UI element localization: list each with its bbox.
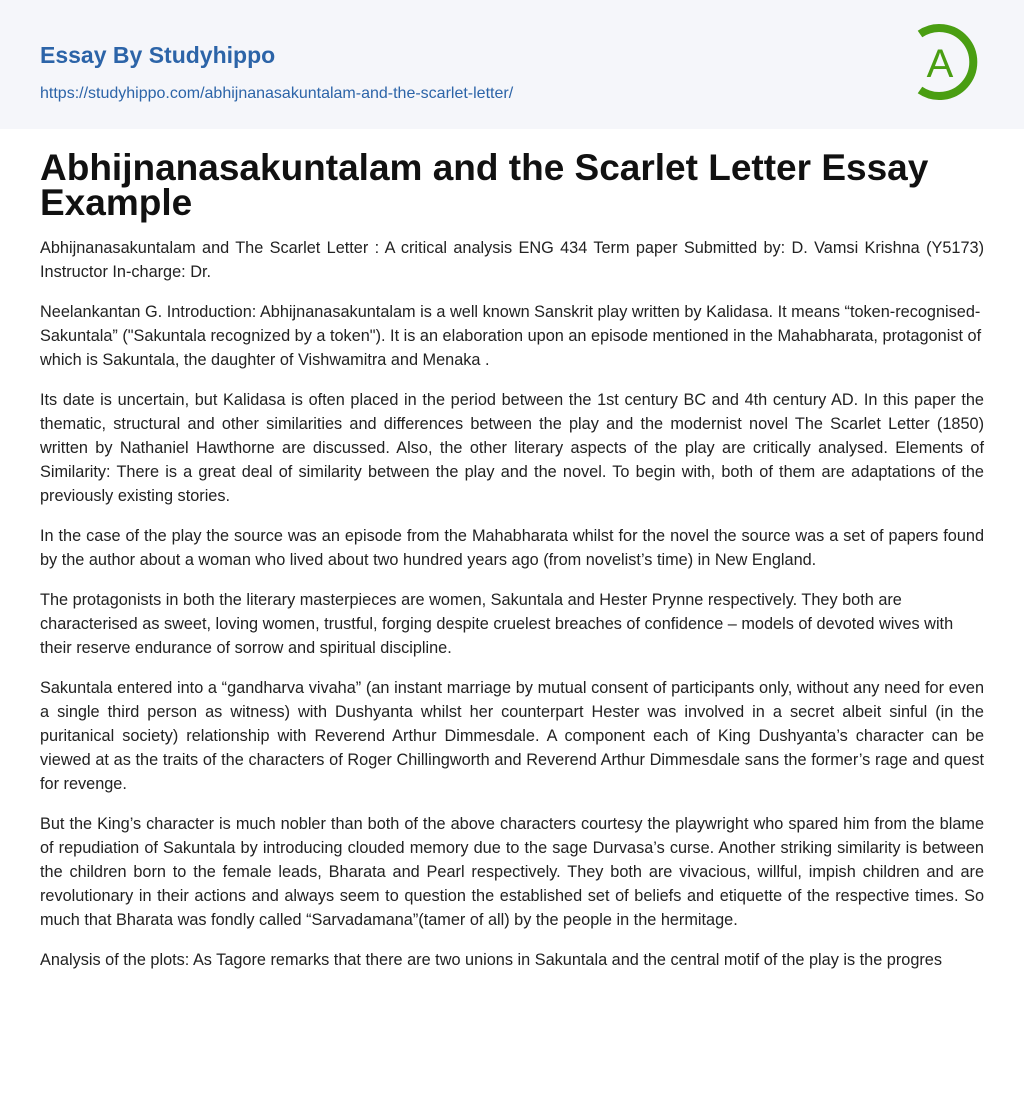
brand-title[interactable]: Essay By Studyhippo [40, 42, 276, 68]
logo-letter: A [926, 42, 954, 86]
paragraph: In the case of the play the source was an episode from the Mahabharata whilst for the novel the source was a set of papers found by the author about a woman who lived about two hundred years ago (from novelist’s time) in New England. [40, 527, 984, 569]
essay-url-link[interactable]: https://studyhippo.com/abhijnanasakuntalam-and-the-scarlet-letter/ [40, 85, 514, 102]
paragraph: The protagonists in both the literary masterpieces are women, Sakuntala and Hester Prynne respectively. They both are characterised as sweet, loving women, trustful, forging despite cruelest breaches of confidence – models of devoted wives with their reserve endurance of sorrow and spiritual discipline. [40, 591, 954, 657]
page-title: Abhijnanasakuntalam and the Scarlet Letter Essay Example [40, 147, 929, 223]
paragraph: Analysis of the plots: As Tagore remarks that there are two unions in Sakuntala and the central motif of the play is the progres [40, 951, 942, 969]
site-header [0, 0, 1024, 129]
article [0, 129, 1024, 972]
paragraph: Neelankantan G. Introduction: Abhijnanasakuntalam is a well known Sanskrit play written by Kalidasa. It means “token-recognised- Sakuntala” ("Sakuntala recognized by a token"). It is an elaboration upon an episode mentioned in the Mahabharata, protagonist of which is Sakuntala, the daughter of Vishwamitra and Menaka . [40, 303, 982, 369]
paragraph: But the King’s character is much nobler than both of the above characters courtesy the playwright who spared him from the blame of repudiation of Sakuntala by introducing clouded memory due to the sage Durvasa’s curse. Another striking similarity is between the children born to the female leads, Bharata and Pearl respectively. They both are vivacious, willful, impish children and are revolutionary in their actions and always seem to question the established set of beliefs and etiquette of the respective times. So much that Bharata was fondly called “Sarvadamana”(tamer of all) by the people in the hermitage. [40, 815, 984, 929]
studyhippo-logo-icon[interactable] [912, 19, 986, 105]
paragraph: Abhijnanasakuntalam and The Scarlet Letter : A critical analysis ENG 434 Term paper Submitted by: D. Vamsi Krishna (Y5173) Instructor In-charge: Dr. [40, 239, 984, 281]
paragraph: Sakuntala entered into a “gandharva vivaha” (an instant marriage by mutual consent of participants only, without any need for even a single third person as witness) with Dushyanta whilst her counterpart Hester was involved in a secret albeit sinful (in the puritanical society) relationship with Reverend Arthur Dimmesdale. A component each of King Dushyanta’s character can be viewed at as the traits of the characters of Roger Chillingworth and Reverend Arthur Dimmesdale sans the former’s rage and quest for revenge. [40, 679, 984, 793]
article-body [40, 236, 984, 972]
paragraph: Its date is uncertain, but Kalidasa is often placed in the period between the 1st century BC and 4th century AD. In this paper the thematic, structural and other similarities and differences between the play and the modernist novel The Scarlet Letter (1850) written by Nathaniel Hawthorne are discussed. Also, the other literary aspects of the play are critically analysed. Elements of Similarity: There is a great deal of similarity between the play and the novel. To begin with, both of them are adaptations of the previously existing stories. [40, 391, 984, 505]
